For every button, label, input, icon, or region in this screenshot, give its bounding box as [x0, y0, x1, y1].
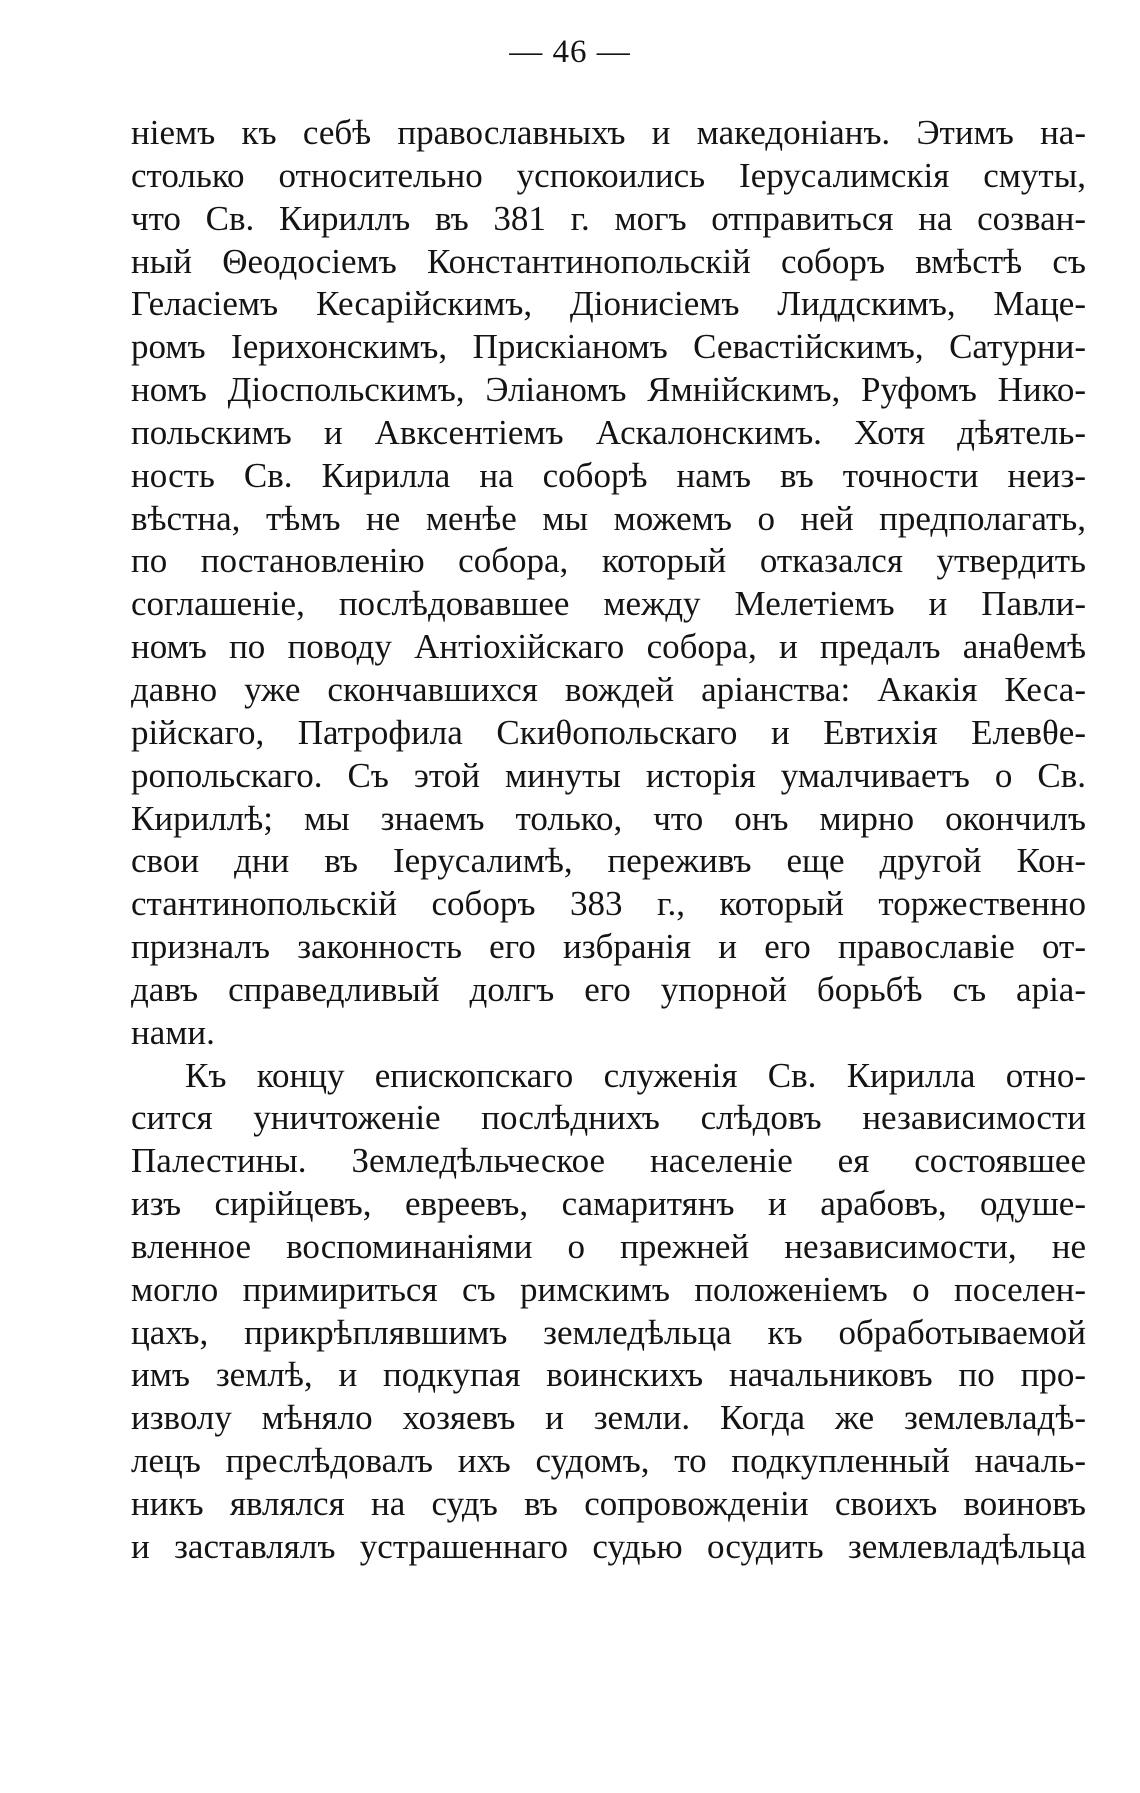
paragraph-end-line: нами. — [131, 1012, 215, 1052]
text-line: изъ сирійцевъ, евреевъ, самаритянъ и арабовъ, одушe- — [131, 1184, 1086, 1224]
text-line: ніемъ къ себѣ православныхъ и македоніанъ. Этимъ на- — [131, 113, 1086, 152]
text-line: вленное воспоминаніями о прежней независимости, не — [131, 1226, 1086, 1266]
text-line: номъ по поводу Антіохійскаго собора, и предалъ анаθемѣ — [131, 627, 1086, 667]
text-line: свои дни въ Іерусалимѣ, переживъ еще другой Кон- — [131, 841, 1086, 881]
text-line: ропольскаго. Съ этой минуты исторія умалчиваетъ о Св. — [131, 755, 1086, 795]
text-line: цахъ, прикрѣплявшимъ земледѣльца къ обработываемой — [131, 1312, 1086, 1352]
text-line: Палестины. Земледѣльческое населеніе ея состоявшее — [131, 1141, 1086, 1181]
text-line: изволу мѣняло хозяевъ и земли. Когда же землевладѣ- — [131, 1398, 1086, 1438]
text-line: сится уничтоженіе послѣднихъ слѣдовъ независимости — [131, 1098, 1086, 1138]
text-line: польскимъ и Авксентіемъ Аскалонскимъ. Хотя дѣятель- — [131, 412, 1086, 452]
text-line: ность Св. Кирилла на соборѣ намъ въ точности неиз- — [131, 455, 1086, 495]
text-line: номъ Діоспольскимъ, Эліаномъ Ямнійскимъ, Руфомъ Нико- — [131, 370, 1086, 410]
text-line: Геласіемъ Кесарійскимъ, Діонисіемъ Лиддскимъ, Маце- — [131, 284, 1086, 324]
text-line: что Св. Кириллъ въ 381 г. могъ отправиться на созван- — [131, 198, 1086, 238]
text-line: призналъ законность его избранія и его православіе от- — [131, 927, 1086, 967]
text-line: лецъ преслѣдовалъ ихъ судомъ, то подкупленный началь- — [131, 1441, 1086, 1481]
text-line: никъ являлся на судъ въ сопровожденіи своихъ воиновъ — [131, 1484, 1086, 1523]
text-line: соглашеніе, послѣдовавшее между Мелетіемъ и Павли- — [131, 584, 1086, 624]
text-line: по постановленію собора, который отказался утвердить — [131, 541, 1086, 581]
text-line: столько относительно успокоились Іерусалимскія смуты, — [131, 155, 1086, 195]
text-line: имъ землѣ, и подкупая воинскихъ начальниковъ по про- — [131, 1355, 1086, 1395]
text-line: ный Θеодосіемъ Константинопольскій соборъ вмѣстѣ съ — [131, 241, 1086, 281]
page-number: — 46 — — [509, 34, 631, 70]
text-line: ромъ Іерихонскимъ, Прискіаномъ Севастійскимъ, Сатурни- — [131, 327, 1086, 367]
text-line: Кириллѣ; мы знаемъ только, что онъ мирно окончилъ — [131, 798, 1086, 838]
paragraph-start-line: Къ концу епископскаго служенія Св. Кирилла отно- — [185, 1055, 1086, 1095]
text-line: стантинопольскій соборъ 383 г., который торжественно — [131, 884, 1086, 924]
text-line: давно уже скончавшихся вождей аріанства: Акакія Кеса- — [131, 669, 1086, 709]
text-line: рійскаго, Патрофила Скиθопольскаго и Евтихія Елевθе- — [131, 712, 1086, 752]
text-line: и заставлялъ устрашеннаго судью осудить землевладѣльца — [131, 1526, 1086, 1566]
text-line: могло примириться съ римскимъ положеніемъ о поселен- — [131, 1269, 1086, 1309]
text-line: вѣстна, тѣмъ не менѣе мы можемъ о ней предполагать, — [131, 498, 1086, 538]
text-line: давъ справедливый долгъ его упорной борьбѣ съ аріа- — [131, 969, 1086, 1009]
body-text — [131, 112, 1086, 1569]
